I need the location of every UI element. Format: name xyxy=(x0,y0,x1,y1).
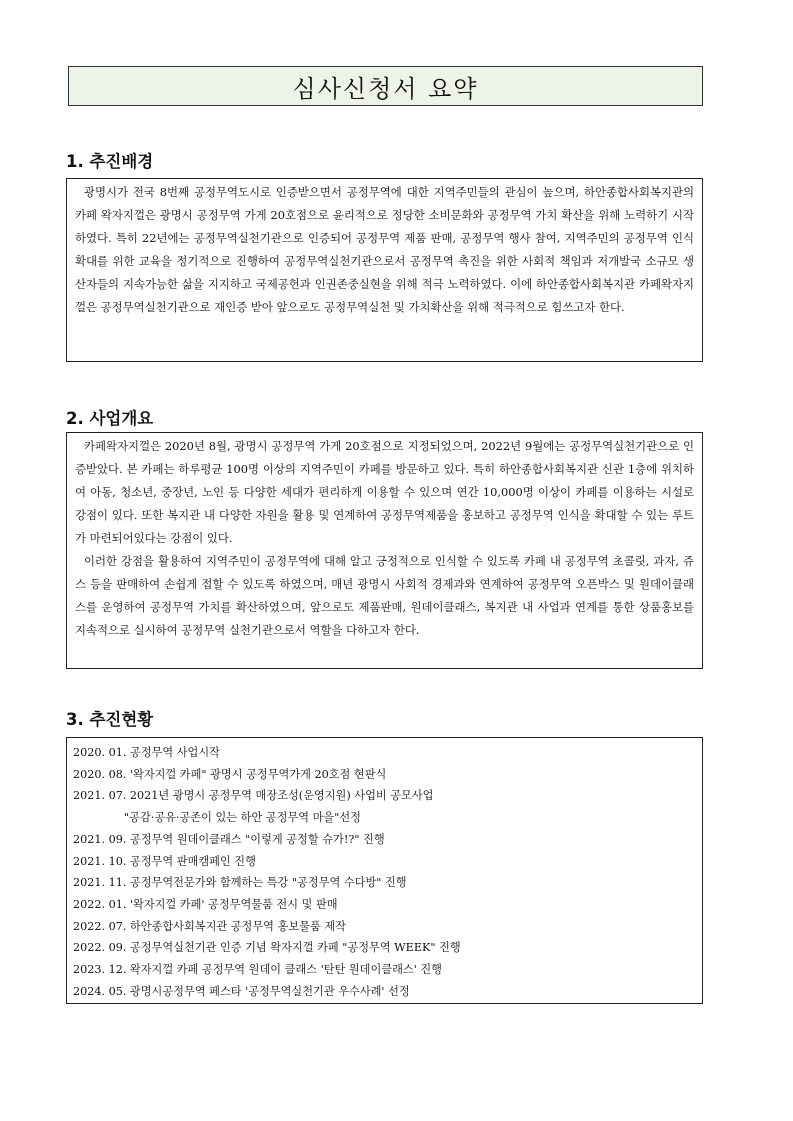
history-item: 2024. 05. 광명시공정무역 페스타 '공정무역실천기관 우수사례' 선정 xyxy=(73,984,410,998)
history-item: 2020. 08. '왁자지껄 카페" 광명시 공정무역가게 20호점 현판식 xyxy=(73,767,387,781)
history-item: 2022. 01. '왁자지껄 카페' 공정무역물품 전시 및 판매 xyxy=(73,897,338,911)
section-box-overview xyxy=(66,432,703,669)
section-box-background xyxy=(66,178,703,362)
section-heading-overview: 2. 사업개요 xyxy=(66,409,154,428)
history-item: 2021. 10. 공정무역 판매캠페인 진행 xyxy=(73,854,256,868)
paragraph: 이러한 강점을 활용하여 지역주민이 공정무역에 대해 알고 긍정적으로 인식할 수 있도록 카페 내 공정무역 초콜릿, 과자, 쥬스 등을 판매하여 손쉽게 접할 수 있도록 하였으며, 매년 광명시 사회적 경제과와 연계하여 공정무역 오픈박스 및 원데이클래스를 운영하여 공정무역 가치를 확산하였으며, 앞으로도 제품판매, 원데이클래스, 복지관 내 사업과 연계를 통한 상품홍보를 지속적으로 실시하여 공정무역 실천기관으로서 역할을 다하고자 한다. xyxy=(75,554,694,637)
section-heading-progress: 3. 추진현황 xyxy=(66,710,154,729)
paragraph: 카페왁자지껄은 2020년 8월, 광명시 공정무역 가게 20호점으로 지정되었으며, 2022년 9월에는 공정무역실천기관으로 인증받았다. 본 카페는 하루평균 100명 이상의 지역주민이 카페를 방문하고 있다. 특히 하안종합사회복지관 신관 1층에 위치하여 아동, 청소년, 중장년, 노인 등 다양한 세대가 편리하게 이용할 수 있으며 연간 10,000명 이상이 카페를 이용하는 시설로 강점이 있다. 또한 복지관 내 다양한 자원을 활용 및 연계하여 공정무역제품을 홍보하고 공정무역 인식을 확대할 수 있는 루트가 마련되어있다는 강점이 있다. xyxy=(75,439,694,545)
history-item: 2021. 09. 공정무역 원데이클래스 "이렇게 공정할 슈가!?" 진행 xyxy=(73,832,385,846)
history-item: 2020. 01. 공정무역 사업시작 xyxy=(73,746,220,759)
history-item: 2023. 12. 왁자지껄 카페 공정무역 원데이 클래스 '탄탄 원데이클래스' 진행 xyxy=(73,963,442,977)
section-heading-background: 1. 추진배경 xyxy=(66,152,154,171)
paragraph: 광명시가 전국 8번째 공정무역도시로 인증받으면서 공정무역에 대한 지역주민들의 관심이 높으며, 하안종합사회복지관의 카페 왁자지껄은 광명시 공정무역 가게 20호점으로 윤리적으로 정당한 소비문화와 공정무역 가치 확산을 위해 노력하기 시작하였다. 특히 22년에는 공정무역실천기관으로 인증되어 공정무역 제품 판매, 공정무역 행사 참여, 지역주민의 공정무역 인식확대를 위한 교육을 정기적으로 진행하여 공정무역실천기관으로서 공정무역 촉진을 위한 사회적 책임과 저개발국 소규모 생산자들의 지속가능한 삶을 지지하고 국제공헌과 인권존중실현을 위해 적극 노력하였다. 이에 하안종합사회복지관 카페왁자지껄은 공정무역실천기관으로 재인증 받아 앞으로도 공정무역실천 및 가치확산을 위해 적극적으로 힘쓰고자 한다. xyxy=(75,185,694,314)
history-item: 2021. 07. 2021년 광명시 공정무역 매장조성(운영지원) 사업비 공모사업 xyxy=(73,789,434,803)
document-title: 심사신청서 요약 xyxy=(292,74,479,103)
history-item: 2022. 09. 공정무역실천기관 인증 기념 왁자지껄 카페 "공정무역 WEEK" 진행 xyxy=(73,941,461,955)
history-item: 2022. 07. 하안종합사회복지관 공정무역 홍보물품 제작 xyxy=(73,919,346,933)
history-box xyxy=(66,737,703,1004)
document-title-box xyxy=(68,66,703,106)
history-item: 2021. 11. 공정무역전문가와 함께하는 특강 "공정무역 수다방" 진행 xyxy=(73,876,407,890)
history-item-continuation: "공감·공유·공존이 있는 하안 공정무역 마을"선정 xyxy=(124,811,361,825)
